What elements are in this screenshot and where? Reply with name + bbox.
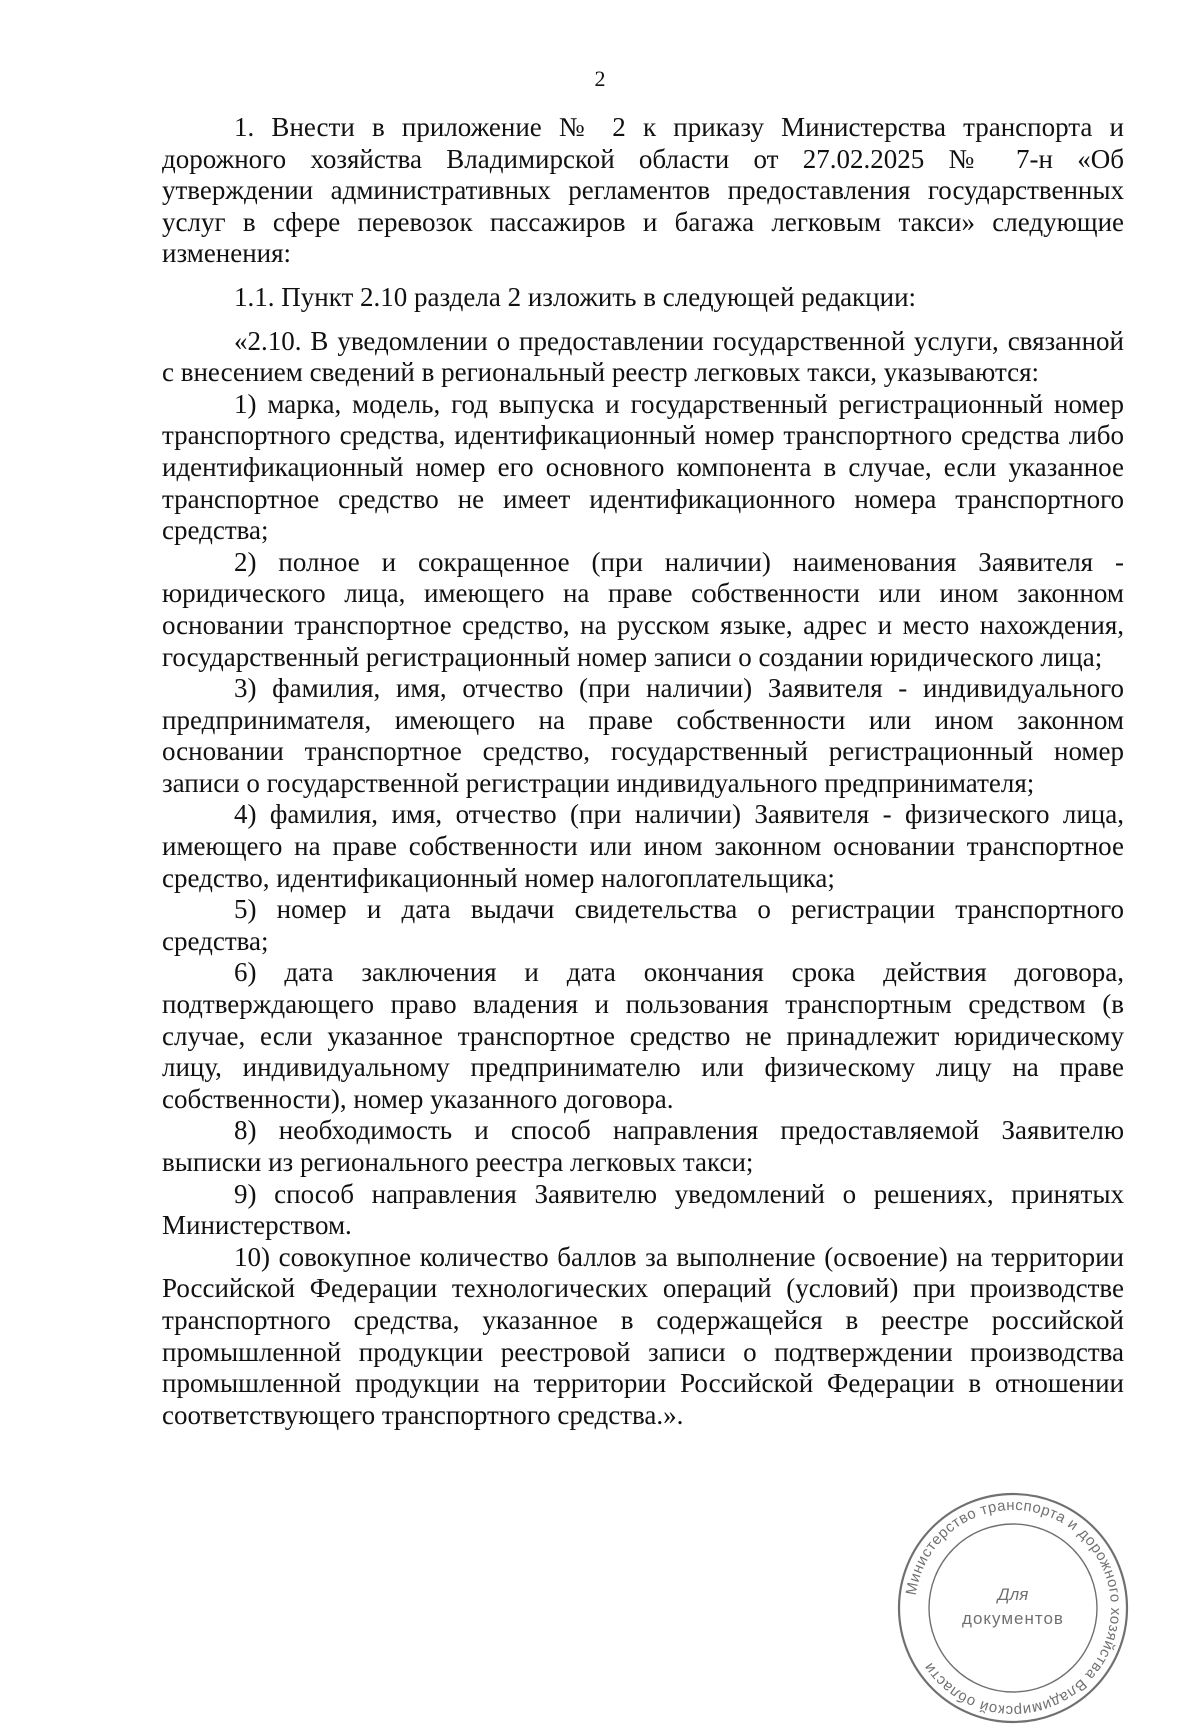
paragraph-1-1: 1.1. Пункт 2.10 раздела 2 изложить в следующей редакции: bbox=[234, 281, 917, 312]
list-item-6: 6) дата заключения и дата окончания срока действия договора, подтверждающего право владения и пользования транспортным средством (в случае, если указанное транспортное средство не принадлежит юридическому лицу, индивидуальному предпринимателю или физическому лицу на праве собственности), номер указанного договора. bbox=[162, 957, 1124, 1114]
list-item-3: 3) фамилия, имя, отчество (при наличии) Заявителя - индивидуального предпринимателя, имеющего на праве собственности или ином законном основании транспортное средство, государственный регистрационный номер записи о государственной регистрации индивидуального предпринимателя; bbox=[162, 673, 1124, 798]
list-item-5: 5) номер и дата выдачи свидетельства о регистрации транспортного средства; bbox=[162, 894, 1124, 956]
list-item-10: 10) совокупное количество баллов за выполнение (освоение) на территории Российской Федерации технологических операций (условий) при производстве транспортного средства, указанное в содержащейся в реестре российской промышленной продукции реестровой записи о подтверждении производства промышленной продукции на территории Российской Федерации в отношении соответствующего транспортного средства.». bbox=[162, 1241, 1124, 1430]
list-item-1: 1) марка, модель, год выпуска и государственный регистрационный номер транспортного средства, идентификационный номер транспортного средства либо идентификационный номер его основного компонента в случае, если указанное транспортное средство не имеет идентификационного номера транспортного средства; bbox=[162, 388, 1124, 546]
list-item-8: 8) необходимость и способ направления предоставляемой Заявителю выписки из регионального реестра легковых такси; bbox=[162, 1115, 1124, 1177]
list-item-4: 4) фамилия, имя, отчество (при наличии) Заявителя - физического лица, имеющего на праве собственности или ином законном основании транспортное средство, идентификационный номер налогоплательщика; bbox=[162, 799, 1124, 893]
seal-center-line-1: Для bbox=[997, 1585, 1029, 1604]
page-number: 2 bbox=[594, 66, 606, 91]
seal-inner-ring bbox=[929, 1524, 1097, 1692]
paragraph-1: 1. Внести в приложение № 2 к приказу Министерства транспорта и дорожного хозяйства Владимирской области от 27.02.2025 № 7-н «Об утверждении административных регламентов предоставления государственных услуг в сфере перевозок пассажиров и багажа легковым такси» следующие изменения: bbox=[162, 112, 1124, 269]
list-item-2: 2) полное и сокращенное (при наличии) наименования Заявителя - юридического лица, имеющего на праве собственности или ином законном основании транспортное средство, на русском языке, адрес и место нахождения, государственный регистрационный номер записи о создании юридического лица; bbox=[162, 546, 1124, 672]
official-seal-stamp bbox=[893, 1488, 1133, 1728]
seal-outer-ring bbox=[899, 1494, 1127, 1722]
document-body bbox=[162, 112, 1124, 1431]
seal-outer-text: Министерство транспорта и дорожного хозяйства Владимирской области bbox=[902, 1496, 1125, 1720]
paragraph-2-10: «2.10. В уведомлении о предоставлении государственной услуги, связанной с внесением сведений в региональный реестр легковых такси, указываются: bbox=[162, 325, 1124, 388]
list-item-9: 9) способ направления Заявителю уведомлений о решениях, принятых Министерством. bbox=[162, 1178, 1124, 1241]
seal-center-line-2: документов bbox=[962, 1609, 1064, 1628]
